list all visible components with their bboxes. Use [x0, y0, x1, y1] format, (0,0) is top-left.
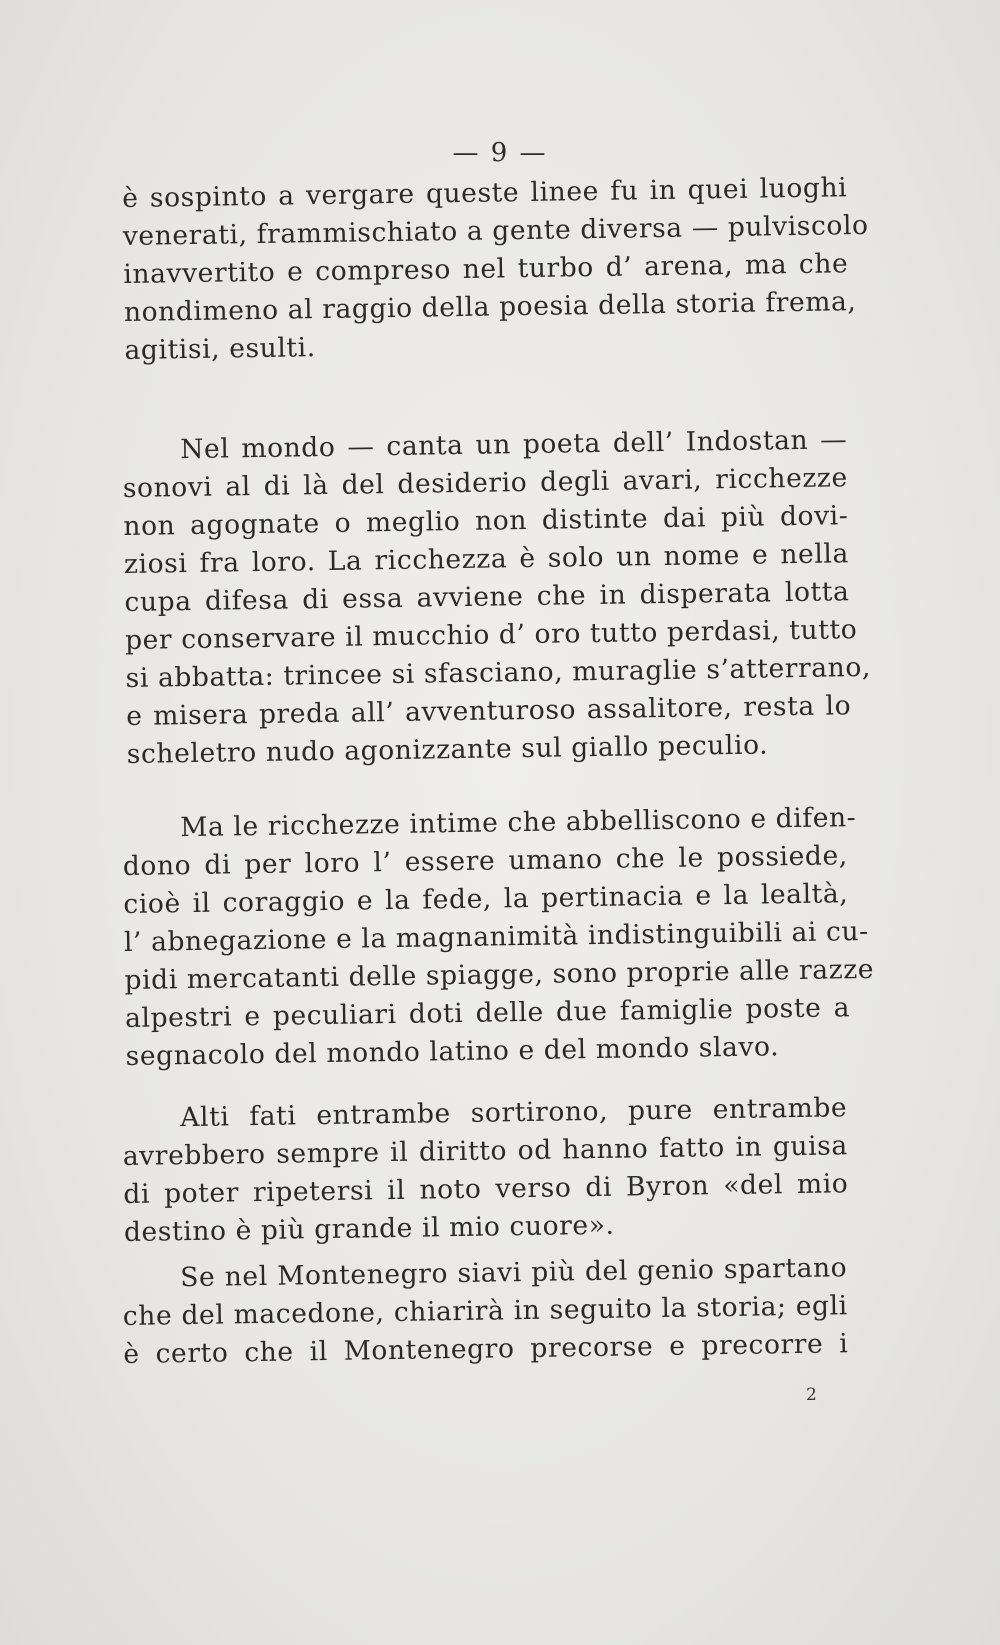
text-line: Ma le ricchezze intime che abbelliscono e difen- — [180, 802, 857, 844]
text-line: Alti fati entrambe sortirono, pure entrambe — [180, 1092, 848, 1134]
text-line: Nel mondo — canta un poeta dell’ Indostan — — [180, 424, 848, 466]
text-line: Se nel Montenegro siavi più del genio spartano — [180, 1252, 848, 1294]
text-line: agitisi, esulti. — [124, 332, 317, 366]
text-line: scheletro nudo agonizzante sul giallo peculio. — [126, 729, 769, 770]
text-line: segnacolo del mondo latino e del mondo slavo. — [125, 1031, 780, 1072]
text-line: di poter ripetersi il noto verso di Byron «del mio — [123, 1168, 849, 1210]
text-line: dono di per loro l’ essere umano che le possiede, — [122, 840, 848, 882]
text-line: non agognate o meglio non distinte dai più dovi- — [123, 500, 849, 542]
text-line: cupa difesa di essa avviene che in disperata lotta — [124, 576, 850, 618]
text-line: è sospinto a vergare queste linee fu in quei luoghi — [122, 172, 848, 214]
text-line: sonovi al di là del desiderio degli avari, ricchezze — [122, 462, 848, 504]
signature-mark: 2 — [806, 1385, 817, 1405]
text-line: è certo che il Montenegro precorse e precorre i — [123, 1328, 849, 1370]
text-line: per conservare il mucchio d’ oro tutto perdasi, tutto — [124, 614, 858, 656]
text-line: nondimeno al raggio della poesia della storia frema, — [123, 286, 857, 328]
text-line: pidi mercatanti delle spiagge, sono proprie alle razze — [124, 953, 875, 996]
paragraph-4 — [122, 1089, 849, 1252]
text-line: ziosi fra loro. La ricchezza è solo un nome e nella — [123, 538, 850, 580]
paragraph-5 — [122, 1249, 849, 1374]
text-line: alpestri e peculiari doti delle due famiglie poste a — [124, 992, 851, 1034]
paragraph-3 — [122, 799, 875, 1076]
text-line: venerati, frammischiato a gente diversa — pulviscolo — [122, 209, 869, 252]
paragraph-1 — [122, 169, 869, 370]
page-number: — 9 — — [452, 138, 548, 168]
text-line: cioè il coraggio e la fede, la pertinacia e la lealtà, — [123, 878, 849, 920]
text-line: che del macedone, chiarirà in seguito la storia; egli — [122, 1290, 848, 1332]
paragraph-2 — [122, 421, 872, 774]
text-line: destino è più grande il mio cuore». — [123, 1209, 615, 1248]
text-line: e misera preda all’ avventuroso assalitore, resta lo — [125, 690, 852, 732]
text-line: l’ abnegazione e la magnanimità indistinguibili ai cu- — [123, 915, 869, 958]
text-line: si abbatta: trincee si sfasciano, muraglie s’atterrano, — [125, 651, 872, 694]
text-line: avrebbero sempre il diritto od hanno fatto in guisa — [122, 1130, 848, 1172]
text-line: inavvertito e compreso nel turbo d’ arena, ma che — [123, 248, 849, 290]
